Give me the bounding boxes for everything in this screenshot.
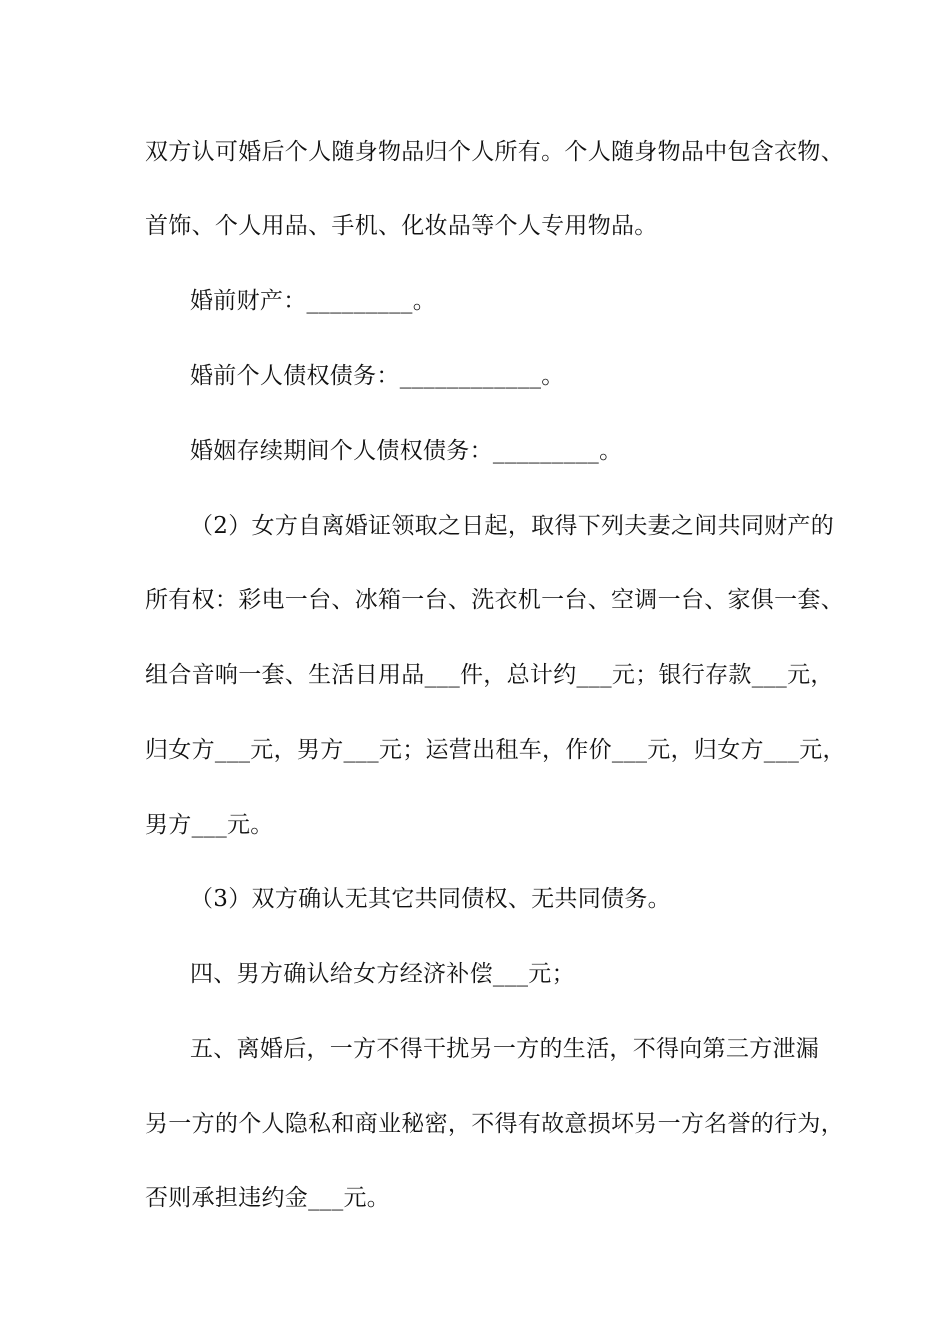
paragraph-line: 双方认可婚后个人随身物品归个人所有。个人随身物品中包含衣物、	[145, 139, 844, 165]
clause-2-line: （2）女方自离婚证领取之日起，取得下列夫妻之间共同财产的	[190, 513, 835, 539]
paragraph-line: 组合音响一套、生活日用品___件，总计约___元；银行存款___元，	[145, 662, 834, 688]
premarital-property-line: 婚前财产：_________。	[190, 288, 436, 314]
section-4-line: 四、男方确认给女方经济补偿___元；	[190, 961, 575, 987]
marriage-period-debt-line: 婚姻存续期间个人债权债务：_________。	[190, 438, 623, 464]
paragraph-line: 否则承担违约金___元。	[145, 1185, 391, 1211]
paragraph-line: 另一方的个人隐私和商业秘密，不得有故意损坏另一方名誉的行为，	[145, 1111, 844, 1137]
premarital-debt-line: 婚前个人债权债务：____________。	[190, 363, 565, 389]
paragraph-line: 所有权：彩电一台、冰箱一台、洗衣机一台、空调一台、家俱一套、	[145, 587, 844, 613]
paragraph-line: 男方___元。	[145, 812, 274, 838]
paragraph-line: 首饰、个人用品、手机、化妆品等个人专用物品。	[145, 213, 658, 239]
paragraph-line: 归女方___元，男方___元；运营出租车，作价___元，归女方___元，	[145, 737, 846, 763]
section-5-line: 五、离婚后，一方不得干扰另一方的生活，不得向第三方泄漏	[190, 1036, 820, 1062]
clause-3-line: （3）双方确认无其它共同债权、无共同债务。	[190, 886, 671, 912]
